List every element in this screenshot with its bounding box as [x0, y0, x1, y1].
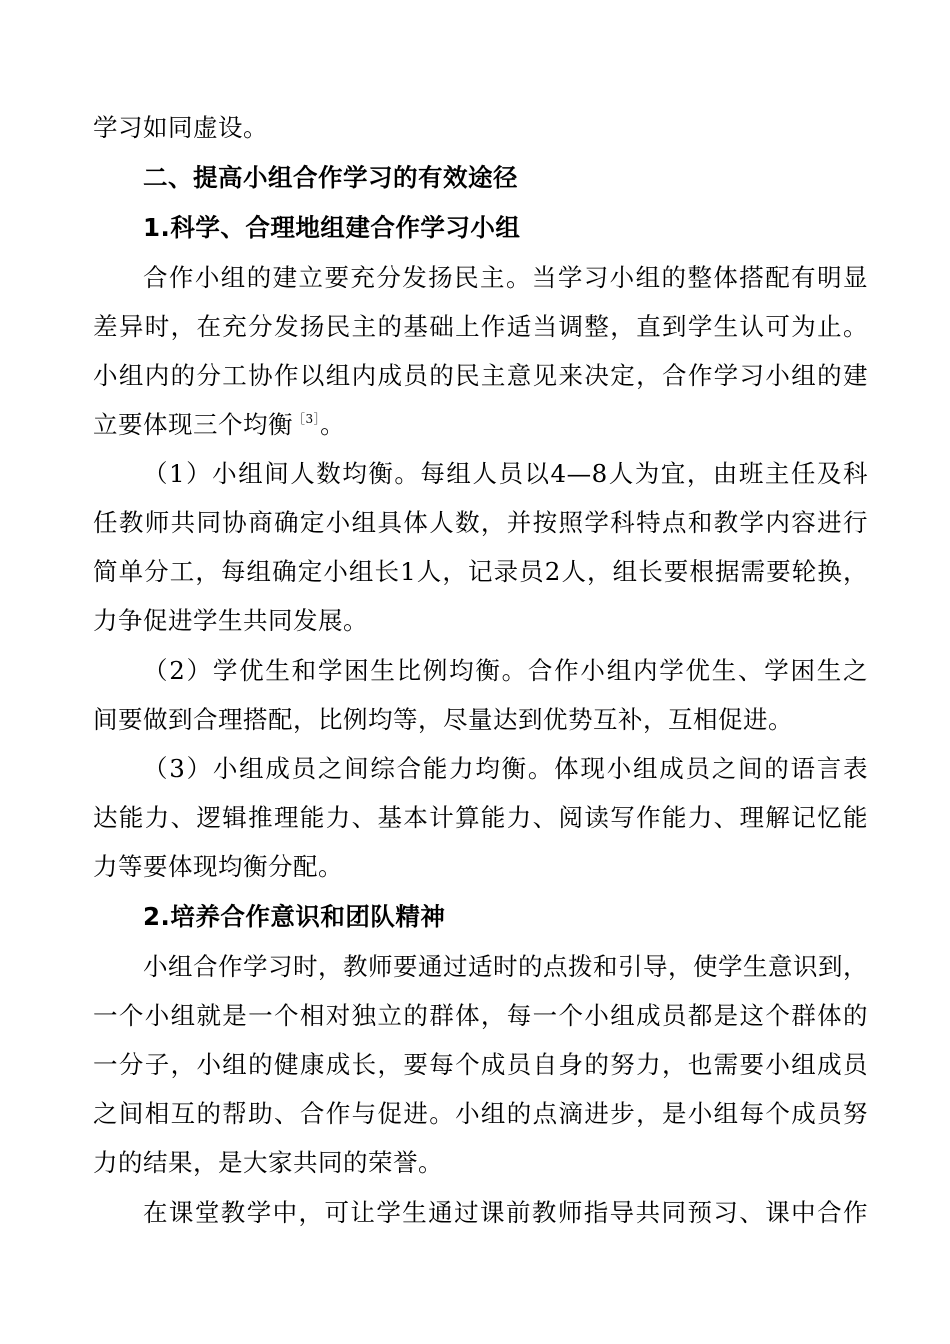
text-line: 任教师共同协商确定小组具体人数，并按照学科特点和教学内容进行 — [93, 508, 868, 537]
text-line: 简单分工，每组确定小组长1人，记录员2人，组长要根据需要轮换， — [93, 557, 868, 586]
text-line: 合作小组的建立要充分发扬民主。当学习小组的整体搭配有明显 — [143, 263, 868, 292]
subsection-heading: 2.培养合作意识和团队精神 — [143, 902, 446, 931]
subsection-heading: 1.科学、合理地组建合作学习小组 — [143, 213, 521, 242]
section-heading: 二、提高小组合作学习的有效途径 — [143, 163, 518, 192]
text-line: 之间相互的帮助、合作与促进。小组的点滴进步，是小组每个成员努 — [93, 1099, 868, 1128]
citation-reference: ［3］ — [293, 412, 321, 426]
text-line: 一个小组就是一个相对独立的群体，每一个小组成员都是这个群体的 — [93, 1001, 868, 1030]
text-line: 一分子，小组的健康成长，要每个成员自身的努力，也需要小组成员 — [93, 1050, 868, 1079]
text-fragment: 立要体现三个均衡 — [93, 410, 293, 439]
text-line: 力争促进学生共同发展。 — [93, 606, 368, 635]
text-line: 间要做到合理搭配，比例均等，尽量达到优势互补，互相促进。 — [93, 705, 793, 734]
text-line: （1）小组间人数均衡。每组人员以4—8人为宜，由班主任及科 — [143, 459, 868, 488]
text-line: 力的结果，是大家共同的荣誉。 — [93, 1148, 443, 1177]
text-line: 力等要体现均衡分配。 — [93, 852, 343, 881]
text-fragment: 。 — [320, 410, 346, 439]
text-line: 在课堂教学中，可让学生通过课前教师指导共同预习、课中合作 — [143, 1198, 868, 1227]
text-line: 小组内的分工协作以组内成员的民主意见来决定，合作学习小组的建 — [93, 361, 868, 390]
text-line: （2）学优生和学困生比例均衡。合作小组内学优生、学困生之 — [143, 656, 868, 685]
text-line: 小组合作学习时，教师要通过适时的点拨和引导，使学生意识到， — [143, 952, 868, 981]
text-line: 差异时，在充分发扬民主的基础上作适当调整，直到学生认可为止。 — [93, 312, 868, 341]
text-line-with-citation — [93, 409, 868, 441]
text-line: 达能力、逻辑推理能力、基本计算能力、阅读写作能力、理解记忆能 — [93, 803, 868, 832]
text-line: （3）小组成员之间综合能力均衡。体现小组成员之间的语言表 — [143, 754, 868, 783]
text-line: 学习如同虚设。 — [93, 113, 268, 142]
